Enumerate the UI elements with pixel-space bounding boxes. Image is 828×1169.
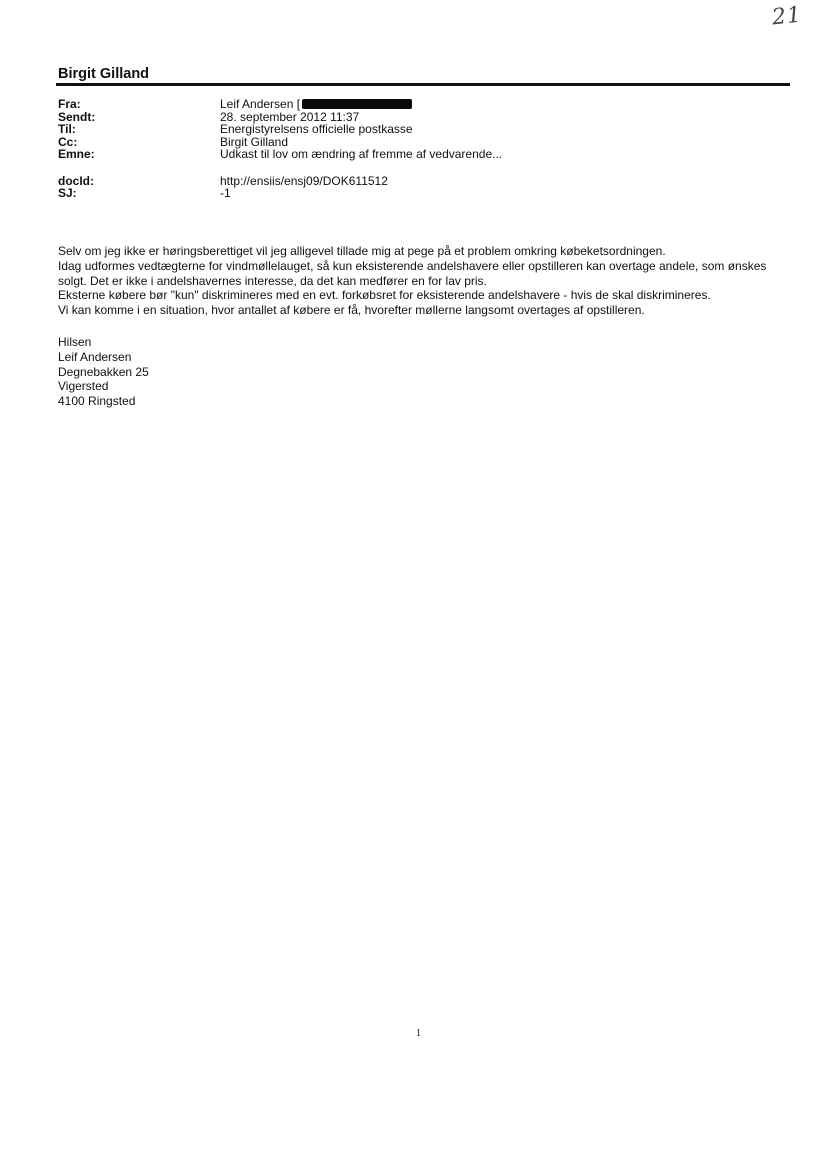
body-line: Eksterne købere bør "kun" diskrimineres med en evt. forkøbsret for eksisterende andelshavere - hvis de skal diskrimineres.: [58, 288, 711, 303]
email-header-table: [58, 98, 502, 200]
footer-page-number: 1: [416, 1028, 421, 1039]
header-label: Sendt:: [58, 109, 96, 124]
header-label: Emne:: [58, 147, 95, 161]
header-row-to: [58, 123, 502, 136]
meta-label: docId:: [58, 173, 94, 188]
signature-line: Degnebakken 25: [58, 364, 149, 379]
meta-row-sj: [58, 187, 502, 200]
header-value: 28. september 2012 11:37: [220, 109, 360, 124]
header-row-subject: [58, 148, 502, 161]
header-row-from: [58, 98, 502, 111]
header-label: Fra:: [58, 97, 81, 111]
header-label: Cc:: [58, 134, 78, 149]
email-signature: [58, 335, 149, 409]
header-value: Udkast til lov om ændring af fremme af vedvarende...: [220, 147, 503, 161]
header-spacer: [58, 161, 502, 175]
meta-row-docid: [58, 175, 502, 188]
signature-line: Vigersted: [58, 379, 109, 394]
header-value: [220, 98, 502, 111]
signature-line: 4100 Ringsted: [58, 394, 136, 409]
header-label: Til:: [58, 122, 76, 136]
sender-name: Leif Andersen [: [220, 97, 301, 111]
meta-value: -1: [220, 186, 231, 200]
signature-line: Leif Andersen: [58, 349, 132, 364]
body-line: Idag udformes vedtægterne for vindmøllelauget, så kun eksisterende andelshavere eller opstilleren kan overtage andele, som ønskes solgt. Det er ikke i andelshavernes interesse, da det kan medfører en for lav pris.: [58, 258, 767, 288]
header-divider: [56, 83, 790, 86]
email-body: [58, 244, 793, 318]
meta-label: SJ:: [58, 186, 77, 200]
handwritten-page-number: 21: [770, 2, 804, 31]
mailbox-owner-name: Birgit Gilland: [58, 66, 150, 82]
body-line: Vi kan komme i en situation, hvor antallet af købere er få, hvorefter møllerne langsomt overtages af opstilleren.: [58, 303, 645, 318]
meta-value: http://ensiis/ensj09/DOK611512: [220, 173, 388, 188]
header-value: Birgit Gilland: [220, 134, 289, 149]
signature-line: Hilsen: [58, 335, 92, 349]
redaction-block: [302, 99, 412, 109]
header-value: Energistyrelsens officielle postkasse: [220, 122, 413, 136]
body-line: Selv om jeg ikke er høringsberettiget vil jeg alligevel tillade mig at pege på et problem omkring købeketsordningen.: [58, 244, 666, 258]
